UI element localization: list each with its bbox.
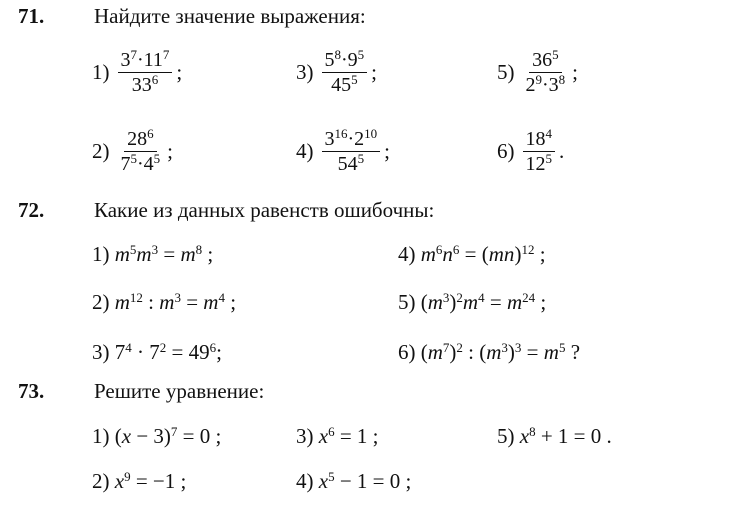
denominator: $45^5$: [331, 71, 358, 96]
item-label: 6): [497, 139, 515, 163]
item-end: ;: [176, 60, 183, 84]
problem-73-item-5: 5) $x^8 + 1 = 0$ .: [497, 423, 612, 448]
problem-73-item-1: 1) $(x - 3)^7 = 0$ ;: [92, 423, 222, 448]
problem-73-item-2: 2) $x^9 = -1$ ;: [92, 468, 187, 493]
problem-71-item-2: [92, 127, 173, 176]
numerator: $3^7\cdot 11^7$: [118, 48, 173, 73]
item-end: ;: [167, 139, 174, 163]
problem-73-title: Решите уравнение:: [94, 379, 265, 403]
denominator: $33^6$: [131, 71, 159, 96]
problem-73-number: 73.: [18, 379, 45, 403]
problem-72-number: 72.: [18, 198, 45, 222]
problem-71-item-6: [497, 127, 564, 176]
numerator: $5^8\cdot 9^5$: [322, 48, 368, 73]
problem-72-item-5: 5) $(m^3)^2m^4 = m^{24}$ ;: [398, 289, 547, 314]
item-end: ;: [384, 139, 391, 163]
problem-71-item-3: [296, 48, 377, 97]
fraction: [523, 48, 569, 97]
problem-72-item-6: 6) $(m^7)^2$ : $(m^3)^3 = m^5$ ?: [398, 339, 581, 364]
numerator: $28^6$: [124, 127, 157, 152]
fraction: [523, 127, 556, 176]
denominator: $7^5\cdot 4^5$: [120, 150, 161, 175]
problem-73-item-3: 3) $x^6 = 1$ ;: [296, 423, 379, 448]
item-label: 1): [92, 60, 110, 84]
problem-71-item-5: [497, 48, 578, 97]
fraction: [118, 48, 173, 97]
item-end: .: [559, 139, 565, 163]
numerator: $36^5$: [529, 48, 562, 73]
problem-73-item-4: 4) $x^5 - 1 = 0$ ;: [296, 468, 412, 493]
problem-72-item-4: 4) $m^6n^6 = (mn)^{12}$ ;: [398, 241, 546, 266]
item-label: 5): [497, 60, 515, 84]
item-end: ;: [572, 60, 579, 84]
problem-72-title: Какие из данных равенств ошибочны:: [94, 198, 435, 222]
denominator: $2^9\cdot 3^8$: [525, 71, 566, 96]
item-end: ;: [371, 60, 378, 84]
fraction: [118, 127, 164, 176]
problem-71-title: Найдите значение выражения:: [94, 4, 366, 28]
problem-72-item-1: 1) $m^5m^3 = m^8$ ;: [92, 241, 214, 266]
problem-72-item-3: 3) $7^4 \cdot 7^2 = 49^6$;: [92, 339, 222, 364]
problem-72-item-2: 2) $m^{12}$ : $m^3 = m^4$ ;: [92, 289, 237, 314]
numerator: $3^{16}\cdot 2^{10}$: [322, 127, 381, 152]
fraction: [322, 127, 381, 176]
item-label: 2): [92, 139, 110, 163]
denominator: $54^5$: [337, 150, 365, 175]
problem-71-number: 71.: [18, 4, 45, 28]
item-label: 4): [296, 139, 314, 163]
problem-71-item-1: [92, 48, 182, 97]
item-label: 3): [296, 60, 314, 84]
denominator: $12^5$: [525, 150, 552, 175]
problem-71-item-4: [296, 127, 390, 176]
fraction: [322, 48, 368, 97]
numerator: $18^4$: [523, 127, 556, 152]
